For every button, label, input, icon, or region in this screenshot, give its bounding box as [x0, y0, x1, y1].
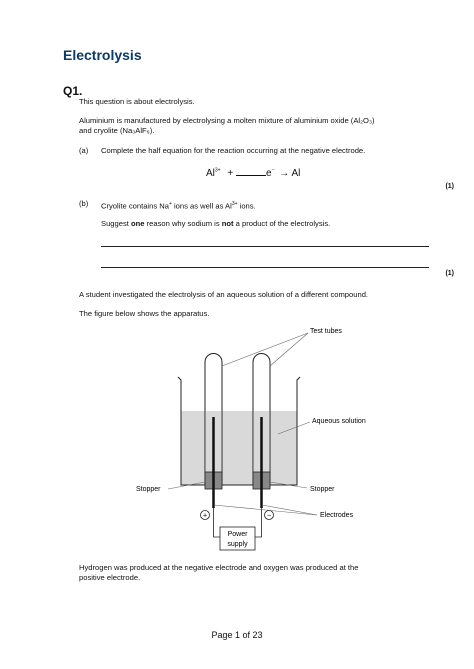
equation-reactant: Al [206, 168, 215, 179]
part-b-prompt [101, 219, 330, 229]
prompt-text: a product of the electrolysis. [233, 219, 331, 228]
minus-sign: − [266, 512, 272, 520]
equation-charge: 3+ [214, 167, 221, 174]
emphasis-not: not [221, 219, 234, 228]
part-a-question: Complete the half equation for the reaction occurring at the negative electrode. [101, 146, 366, 155]
mark-allocation: (1) [445, 183, 454, 190]
part-b-statement [101, 199, 256, 212]
paragraph-line: Aluminium is manufactured by electrolysing a molten mixture of aluminium oxide (Al₂O₃) [79, 116, 375, 125]
paragraph-line: positive electrode. [79, 573, 141, 582]
part-a-label: (a) [79, 146, 89, 155]
power-supply-label-line2: supply [227, 541, 248, 548]
statement-text: Cryolite contains Na [101, 201, 169, 211]
label-electrodes: Electrodes [320, 512, 354, 519]
equation-plus: + [227, 168, 234, 179]
label-test-tubes: Test tubes [310, 328, 342, 335]
intro-text: This question is about electrolysis. [79, 97, 195, 106]
answer-blank[interactable] [236, 166, 266, 176]
statement-text: ions. [237, 201, 256, 211]
arrow-icon: → [279, 168, 290, 179]
aqueous-solution [181, 411, 297, 485]
page-title: Electrolysis [63, 47, 142, 63]
plus-sign: + [202, 512, 208, 520]
answer-line[interactable] [101, 246, 429, 247]
half-equation [206, 166, 300, 179]
power-supply-label-line1: Power [227, 531, 248, 538]
part-b-label: (b) [79, 199, 89, 208]
electron-charge: − [271, 167, 275, 174]
equation-electron: e [266, 168, 272, 179]
paragraph-line: The figure below shows the apparatus. [79, 309, 210, 318]
equation-product: Al [291, 168, 301, 179]
question-number: Q1. [63, 84, 83, 98]
emphasis-one: one [130, 219, 145, 228]
wire-left [214, 508, 221, 537]
page-footer: Page 1 of 23 [211, 630, 263, 640]
wire-right [255, 508, 262, 537]
aluminium-charge: 3+ [231, 201, 238, 207]
paragraph-line: Hydrogen was produced at the negative electrode and oxygen was produced at the [79, 563, 359, 572]
statement-text: ions as well as Al [171, 201, 232, 211]
label-aqueous-solution: Aqueous solution [312, 418, 366, 425]
paragraph-line: and cryolite (Na₃AlF₆). [79, 126, 155, 135]
paragraph-line: A student investigated the electrolysis of an aqueous solution of a different compound. [79, 290, 369, 299]
prompt-text: Suggest [101, 219, 131, 228]
electrolysis-apparatus-figure [130, 322, 430, 554]
answer-line[interactable] [101, 267, 429, 268]
label-stopper-right: Stopper [310, 486, 335, 493]
label-stopper-left: Stopper [136, 486, 161, 493]
leader-line [270, 333, 308, 366]
prompt-text: reason why sodium is [144, 219, 222, 228]
sodium-charge: + [168, 201, 172, 207]
mark-allocation: (1) [445, 270, 454, 277]
